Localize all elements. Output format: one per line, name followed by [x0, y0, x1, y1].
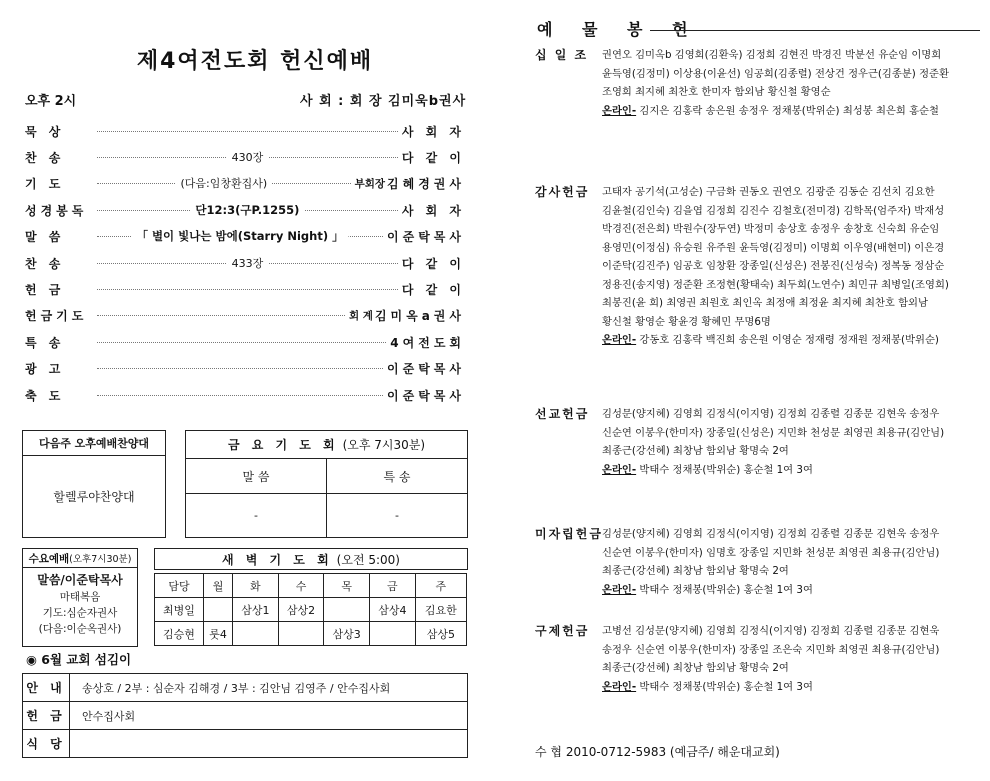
- dawn-prayer-table: [154, 573, 467, 646]
- june-row-value: [70, 730, 468, 758]
- order-row: [25, 122, 465, 140]
- friday-prayer-title: 금 요 기 도 회: [227, 438, 339, 452]
- june-servers-table: [22, 673, 468, 758]
- online-names: 박태수 정채봉(박위순) 홍순철 1여 3여: [639, 680, 813, 693]
- order-leader: 사 회 자: [401, 124, 465, 139]
- order-leader: 이준탁목사: [387, 388, 465, 403]
- june-row: [23, 674, 468, 702]
- offering-label: 구제헌금: [535, 624, 590, 638]
- offering-names-line: 최종근(강선혜) 최창남 함외남 황명숙 2여: [602, 565, 789, 577]
- wednesday-text: 마태복음: [59, 591, 101, 603]
- next-choir-header: 다음주 오후예배찬양대: [23, 431, 165, 456]
- order-leader-dots: [97, 315, 345, 316]
- friday-prayer-box: [185, 430, 468, 538]
- order-label: 성경봉독: [25, 203, 88, 218]
- dawn-cell: 최병일: [155, 598, 204, 622]
- order-label: 축 도: [25, 388, 65, 403]
- order-label: 헌금기도: [25, 309, 88, 324]
- dawn-cell: 삼상3: [324, 622, 370, 646]
- wednesday-header: 수요예배: [28, 552, 70, 565]
- order-leader-dots: [97, 395, 383, 396]
- next-choir-value: 할렐루야찬양대: [53, 489, 135, 504]
- next-choir-box: [22, 430, 166, 538]
- order-leader: 다 같 이: [401, 256, 465, 271]
- june-row-label: 안 내: [23, 674, 70, 702]
- order-role: 부회장: [354, 178, 386, 191]
- wednesday-time: (오후7시30분): [69, 554, 132, 565]
- order-row: [25, 228, 465, 246]
- offering-names-line: 고병선 김성문(양지혜) 김영희 김정식(이지영) 김정희 김종렬 김종문 김현욱: [602, 625, 940, 637]
- offering-names-line: 고태자 공기석(고성순) 구금화 권동오 권연오 김광준 김동순 김선치 김요한: [602, 186, 935, 198]
- offering-names-line: 최종근(강선혜) 최창남 함외남 황명숙 2여: [602, 662, 789, 674]
- order-label: 찬 송: [25, 150, 65, 165]
- online-names: 김지은 김홍락 송은원 송정우 정채봉(박위순) 최성봉 최은희 홍순철: [639, 104, 939, 117]
- june-row-label: 헌 금: [23, 702, 70, 730]
- offerings-title-rule: [650, 30, 980, 31]
- june-row-value: 송상호 / 2부 : 심순자 김해경 / 3부 : 김안님 김영주 / 안수집사회: [70, 674, 468, 702]
- order-row: [25, 175, 465, 193]
- order-row: [25, 386, 465, 404]
- order-middle: 430장: [227, 149, 269, 165]
- order-label: 찬 송: [25, 256, 65, 271]
- dawn-cell: 삼상2: [278, 598, 324, 622]
- offering-names-line: 이준탁(김진주) 임공호 임창환 장종일(신성은) 전봉진(신성숙) 정복동 정삼순: [602, 260, 945, 272]
- order-leader: 4여전도회: [390, 335, 465, 350]
- offering-names-line: 권연오 김미옥b 김영희(김환욱) 김정희 김현진 박경진 박분선 유순임 이명희: [602, 49, 942, 61]
- order-label: 말 씀: [25, 230, 65, 245]
- offering-names-line: 황신철 황영순 황윤경 황혜민 무명6명: [602, 315, 771, 328]
- offering-names-line: 김성문(양지혜) 김영희 김정식(이지영) 김정희 김종렬 김종문 김현욱 송정우: [602, 528, 940, 540]
- order-leader-dots: [97, 202, 398, 217]
- order-leader: 다 같 이: [401, 282, 465, 297]
- dawn-day-header: 목: [324, 574, 370, 598]
- dawn-day-header: 주: [415, 574, 466, 598]
- offering-names-line: 신순연 이봉우(한미자) 장종일(신성은) 지민화 천성문 최영권 최용규(김안님): [602, 426, 945, 439]
- dawn-cell: 삼상4: [370, 598, 416, 622]
- service-time: 오후 2시: [25, 94, 77, 109]
- order-leader-dots: [97, 150, 398, 164]
- dawn-cell: [233, 622, 279, 646]
- online-label: 온라인-: [602, 463, 637, 476]
- service-host: 사 회 : 회 장 김미욱b권사: [300, 94, 467, 109]
- offering-label: 감사헌금: [535, 185, 590, 199]
- june-row-value: 안수집사회: [70, 702, 468, 730]
- dawn-day-header: 금: [370, 574, 416, 598]
- order-role: 회 계: [348, 310, 373, 323]
- dawn-cell: 삼상1: [233, 598, 279, 622]
- order-middle: 단12:3(구P.1255): [190, 202, 304, 218]
- offering-names-line: 송정우 신순연 이봉우(한미자) 장종일 조은숙 지민화 최영권 최용규(김안님): [602, 643, 940, 656]
- friday-special-song-value: -: [395, 509, 399, 522]
- order-row: [25, 333, 465, 351]
- dawn-row: [155, 598, 467, 622]
- june-servers-title: ◉ 6월 교회 섬김이: [26, 652, 132, 667]
- order-label: 특 송: [25, 335, 65, 350]
- order-leader-dots: [97, 131, 398, 132]
- order-row: [25, 360, 465, 378]
- dawn-header-row: [155, 574, 467, 598]
- offering-names-line: 신순연 이봉우(한미자) 임명호 장종일 지민화 천성문 최영권 최용규(김안님): [602, 546, 940, 559]
- online-label: 온라인-: [602, 680, 637, 693]
- online-label: 온라인-: [602, 583, 637, 596]
- order-row: [25, 201, 465, 219]
- order-label: 기 도: [25, 177, 65, 192]
- offerings-title: 예 물 봉 헌: [537, 20, 700, 39]
- order-leader: 다 같 이: [401, 150, 465, 165]
- order-row: [25, 254, 465, 272]
- friday-special-song-header: 특 송: [383, 469, 411, 484]
- friday-sermon-header: 말 씀: [186, 459, 327, 493]
- dawn-day-header: 수: [278, 574, 324, 598]
- order-leader: 이준탁목사: [387, 362, 465, 377]
- online-names: 강동호 김홍락 백진희 송은원 이영순 정재령 정재원 정채봉(박위순): [639, 334, 939, 346]
- june-row-label: 식 당: [23, 730, 70, 758]
- friday-prayer-time: (오후 7시30분): [342, 438, 426, 452]
- offering-label: 선교헌금: [535, 407, 590, 421]
- dawn-prayer-header: [154, 548, 468, 570]
- offering-names-line: 김윤철(김인숙) 김을엽 김정희 김진수 김철호(전미경) 김학목(엄주자) 박재성: [602, 204, 945, 217]
- offering-names-line: 최봉진(윤 희) 최영권 최원호 최인옥 최정애 최정윤 최지혜 최찬호 함외남: [602, 297, 928, 309]
- order-leader: 김미옥a권사: [374, 309, 465, 324]
- online-label: 온라인-: [602, 104, 637, 117]
- june-row: [23, 702, 468, 730]
- offering-names-line: 조영희 최지혜 최찬호 한미자 함외남 황신철 황영순: [602, 86, 831, 98]
- wednesday-prayer: 기도:심순자권사: [42, 607, 118, 619]
- order-leader: 김혜경권사: [387, 177, 465, 192]
- dawn-prayer-title: 새 벽 기 도 회: [222, 552, 333, 567]
- offering-names-line: 박경진(전은희) 박원수(장두연) 박정미 송상호 송정우 송창호 신숙희 유순임: [602, 223, 940, 235]
- online-names: 박태수 정채봉(박위순) 홍순철 1여 3여: [639, 463, 813, 476]
- order-leader: 사 회 자: [401, 203, 465, 218]
- order-leader-dots: [97, 368, 383, 369]
- order-leader-dots: [97, 289, 398, 290]
- online-names: 박태수 정채봉(박위순) 홍순철 1여 3여: [639, 583, 813, 596]
- wednesday-next-prayer: (다음:이순옥권사): [38, 623, 122, 635]
- order-row: [25, 148, 465, 166]
- offering-label: 십 일 조: [535, 48, 589, 62]
- order-leader-dots: [97, 256, 398, 270]
- offering-names-line: 용영민(이정심) 유승원 유주원 윤득영(김정미) 이명희 이우영(배현미) 이은경: [602, 241, 945, 254]
- dawn-cell: 삼상5: [415, 622, 466, 646]
- dawn-cell: 김승현: [155, 622, 204, 646]
- dawn-day-header: 담당: [155, 574, 204, 598]
- dawn-day-header: 화: [233, 574, 279, 598]
- dawn-cell: 룻4: [204, 622, 233, 646]
- service-title: 제4여전도회 헌신예배: [136, 49, 374, 74]
- order-leader: 이준탁목사: [387, 230, 465, 245]
- dawn-cell: [370, 622, 416, 646]
- order-middle: (다음:임창환집사): [175, 175, 272, 191]
- order-label: 광 고: [25, 362, 65, 377]
- dawn-cell: 김요한: [415, 598, 466, 622]
- online-label: 온라인-: [602, 334, 637, 346]
- order-middle: 433장: [227, 255, 269, 271]
- order-leader-dots: [97, 229, 383, 244]
- june-row: [23, 730, 468, 758]
- wednesday-preacher: 말씀/이준탁목사: [37, 573, 123, 587]
- order-row: [25, 307, 465, 325]
- order-middle: 「 별이 빛나는 밤에(Starry Night) 」: [131, 228, 348, 244]
- dawn-cell: [204, 598, 233, 622]
- offering-names-line: 윤득영(김정미) 이상용(이윤선) 임공희(김종렬) 전상건 정우근(김종분) 정준환: [602, 67, 949, 80]
- wednesday-service-box: [22, 548, 138, 647]
- dawn-row: [155, 622, 467, 646]
- bank-account: 수 협 2010-0712-5983 (예금주/ 해운대교회): [535, 745, 780, 759]
- order-leader-dots: [97, 177, 351, 191]
- order-label: 묵 상: [25, 124, 65, 139]
- order-leader-dots: [97, 342, 386, 343]
- order-label: 헌 금: [25, 282, 65, 297]
- dawn-prayer-time: (오전 5:00): [336, 552, 400, 567]
- dawn-cell: [278, 622, 324, 646]
- offering-names-line: 최종근(강선혜) 최창남 함외남 황명숙 2여: [602, 445, 789, 457]
- dawn-day-header: 월: [204, 574, 233, 598]
- order-row: [25, 280, 465, 298]
- friday-sermon-value: -: [186, 494, 327, 537]
- offering-names-line: 정용진(송지영) 정준환 조정현(황태숙) 최두희(노연수) 최민규 최병일(조영희): [602, 278, 949, 291]
- dawn-cell: [324, 598, 370, 622]
- offering-names-line: 김성문(양지혜) 김영희 김정식(이지영) 김정희 김종렬 김종문 김현욱 송정우: [602, 408, 940, 420]
- offering-label: 미자립헌금: [535, 527, 603, 541]
